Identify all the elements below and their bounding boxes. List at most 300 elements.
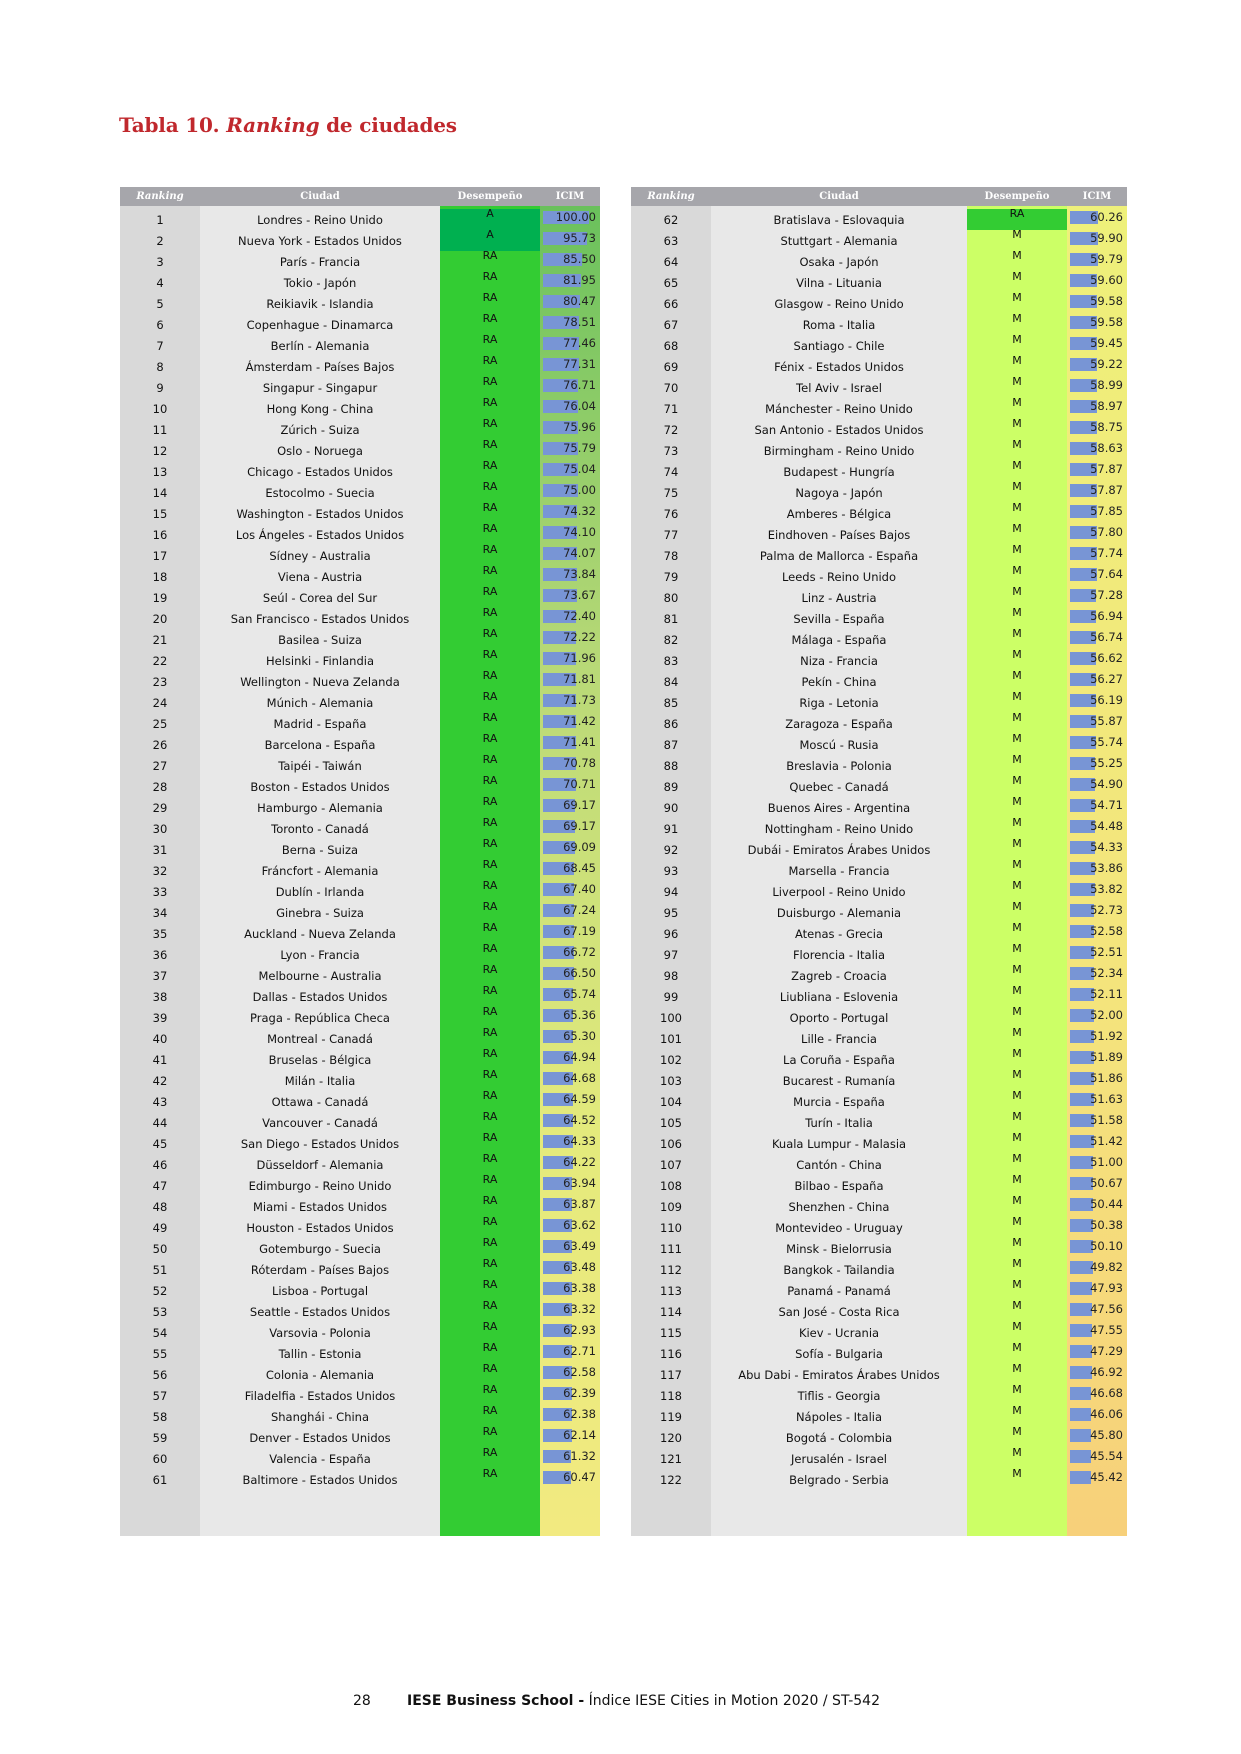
performance-cell <box>440 1406 540 1427</box>
performance-cell <box>967 398 1067 419</box>
performance-cell <box>967 1091 1067 1112</box>
performance-label: M <box>1012 1448 1022 1459</box>
rank-cell: 13 <box>152 464 168 479</box>
performance-label: RA <box>482 1448 498 1459</box>
table-row <box>120 1343 600 1364</box>
performance-label: RA <box>482 776 498 787</box>
rank-cell: 5 <box>156 296 164 311</box>
performance-label: RA <box>482 1427 498 1438</box>
icim-value: 64.94 <box>563 1050 596 1064</box>
performance-cell <box>440 1091 540 1112</box>
rank-cell: 109 <box>660 1199 682 1214</box>
table-header <box>631 187 1127 206</box>
city-cell: Belgrado - Serbia <box>789 1472 889 1487</box>
table-row <box>120 734 600 755</box>
performance-cell <box>967 440 1067 461</box>
city-cell: Tallin - Estonia <box>278 1346 362 1361</box>
rank-cell: 39 <box>152 1010 168 1025</box>
rank-cell: 84 <box>663 674 679 689</box>
city-cell: Nueva York - Estados Unidos <box>238 233 402 248</box>
performance-label: M <box>1012 1280 1022 1291</box>
performance-cell <box>967 1049 1067 1070</box>
icim-value: 72.40 <box>563 609 596 623</box>
icim-value: 50.67 <box>1090 1176 1123 1190</box>
performance-cell <box>440 1280 540 1301</box>
icim-value: 65.74 <box>563 987 596 1001</box>
rank-cell: 108 <box>660 1178 682 1193</box>
icim-cell <box>1067 356 1127 377</box>
performance-cell <box>967 1280 1067 1301</box>
table-row <box>631 398 1127 419</box>
header-city: Ciudad <box>819 191 859 202</box>
icim-value: 45.42 <box>1090 1470 1123 1484</box>
city-cell: Hamburgo - Alemania <box>257 800 383 815</box>
table-row <box>631 587 1127 608</box>
city-cell: Wellington - Nueva Zelanda <box>240 674 400 689</box>
icim-value: 64.33 <box>563 1134 596 1148</box>
performance-label: M <box>1012 1007 1022 1018</box>
table-row <box>120 944 600 965</box>
performance-cell <box>440 650 540 671</box>
performance-cell <box>440 545 540 566</box>
icim-cell <box>1067 335 1127 356</box>
icim-value: 63.38 <box>563 1281 596 1295</box>
performance-label: M <box>1012 587 1022 598</box>
icim-cell <box>540 314 600 335</box>
table-row <box>120 629 600 650</box>
icim-value: 70.71 <box>563 777 596 791</box>
performance-label: M <box>1012 1469 1022 1480</box>
icim-value: 63.87 <box>563 1197 596 1211</box>
table-row <box>120 713 600 734</box>
performance-cell <box>440 377 540 398</box>
icim-cell <box>1067 1133 1127 1154</box>
rank-cell: 40 <box>152 1031 168 1046</box>
icim-value: 47.29 <box>1090 1344 1123 1358</box>
city-cell: Abu Dabi - Emiratos Árabes Unidos <box>738 1367 940 1382</box>
icim-cell <box>540 1280 600 1301</box>
table-header <box>120 187 600 206</box>
performance-label: M <box>1012 1217 1022 1228</box>
icim-value: 61.32 <box>563 1449 596 1463</box>
icim-cell <box>540 1448 600 1469</box>
performance-cell <box>440 1427 540 1448</box>
table-row <box>631 461 1127 482</box>
performance-cell <box>967 1196 1067 1217</box>
table-row <box>631 692 1127 713</box>
performance-cell <box>967 1406 1067 1427</box>
performance-label: RA <box>482 755 498 766</box>
city-cell: Liubliana - Eslovenia <box>779 989 899 1004</box>
icim-cell <box>1067 1091 1127 1112</box>
icim-value: 71.41 <box>563 735 596 749</box>
performance-cell <box>440 608 540 629</box>
table-row <box>631 1322 1127 1343</box>
rank-cell: 77 <box>663 527 679 542</box>
performance-label: M <box>1012 797 1022 808</box>
icim-value: 75.00 <box>563 483 596 497</box>
icim-cell <box>1067 314 1127 335</box>
city-cell: Lisboa - Portugal <box>271 1283 369 1298</box>
icim-value: 51.42 <box>1090 1134 1123 1148</box>
rank-cell: 112 <box>660 1262 682 1277</box>
icim-value: 64.59 <box>563 1092 596 1106</box>
city-cell: Basilea - Suiza <box>278 632 362 647</box>
performance-label: M <box>1012 629 1022 640</box>
city-cell: Zaragoza - España <box>785 716 893 731</box>
performance-cell <box>967 482 1067 503</box>
performance-label: A <box>486 230 494 241</box>
city-cell: Tiflis - Georgia <box>797 1388 881 1403</box>
icim-value: 63.49 <box>563 1239 596 1253</box>
icim-cell <box>540 398 600 419</box>
icim-value: 71.42 <box>563 714 596 728</box>
icim-cell <box>1067 1196 1127 1217</box>
icim-value: 47.93 <box>1090 1281 1123 1295</box>
icim-cell <box>1067 1238 1127 1259</box>
city-cell: Buenos Aires - Argentina <box>767 800 911 815</box>
city-cell: Atenas - Grecia <box>794 926 884 941</box>
rank-cell: 50 <box>152 1241 168 1256</box>
icim-cell <box>540 860 600 881</box>
table-row <box>120 503 600 524</box>
icim-cell <box>540 377 600 398</box>
city-cell: Londres - Reino Unido <box>257 212 383 227</box>
rank-cell: 115 <box>660 1325 682 1340</box>
icim-value: 45.80 <box>1090 1428 1123 1442</box>
performance-cell <box>967 692 1067 713</box>
table-body <box>120 206 600 1536</box>
table-row <box>120 1028 600 1049</box>
rank-cell: 103 <box>660 1073 682 1088</box>
rank-cell: 19 <box>152 590 168 605</box>
performance-label: RA <box>482 1196 498 1207</box>
performance-label: RA <box>482 797 498 808</box>
table-row <box>631 356 1127 377</box>
icim-value: 69.17 <box>563 798 596 812</box>
performance-cell <box>440 272 540 293</box>
city-cell: Marsella - Francia <box>788 863 890 878</box>
rank-cell: 52 <box>152 1283 168 1298</box>
performance-cell <box>967 1322 1067 1343</box>
rank-cell: 68 <box>663 338 679 353</box>
performance-label: M <box>1012 1175 1022 1186</box>
icim-cell <box>540 1133 600 1154</box>
performance-label: RA <box>482 608 498 619</box>
rank-cell: 25 <box>152 716 168 731</box>
performance-cell <box>440 1112 540 1133</box>
rank-cell: 99 <box>663 989 679 1004</box>
performance-cell <box>967 1112 1067 1133</box>
table-row <box>120 650 600 671</box>
icim-value: 71.73 <box>563 693 596 707</box>
icim-cell <box>540 1259 600 1280</box>
performance-cell <box>440 734 540 755</box>
city-cell: Dublín - Irlanda <box>275 884 365 899</box>
city-cell: Shanghái - China <box>270 1409 370 1424</box>
icim-cell <box>1067 1259 1127 1280</box>
icim-value: 51.58 <box>1090 1113 1123 1127</box>
icim-cell <box>1067 1175 1127 1196</box>
city-cell: Leeds - Reino Unido <box>781 569 897 584</box>
performance-label: A <box>486 209 494 220</box>
performance-label: M <box>1012 356 1022 367</box>
rank-cell: 66 <box>663 296 679 311</box>
icim-cell <box>540 797 600 818</box>
performance-label: M <box>1012 1406 1022 1417</box>
rank-cell: 9 <box>156 380 164 395</box>
performance-cell <box>967 1007 1067 1028</box>
performance-label: RA <box>482 1028 498 1039</box>
city-cell: Vilna - Lituania <box>796 275 882 290</box>
icim-bar <box>1070 1429 1091 1442</box>
icim-cell <box>1067 986 1127 1007</box>
table-row <box>120 377 600 398</box>
table-row <box>120 587 600 608</box>
performance-cell <box>967 839 1067 860</box>
performance-cell <box>440 1343 540 1364</box>
table-row <box>631 671 1127 692</box>
icim-value: 52.11 <box>1090 987 1123 1001</box>
rank-cell: 21 <box>152 632 168 647</box>
rank-cell: 2 <box>156 233 164 248</box>
icim-value: 47.55 <box>1090 1323 1123 1337</box>
city-cell: Los Ángeles - Estados Unidos <box>235 527 405 542</box>
icim-cell <box>540 1049 600 1070</box>
performance-label: RA <box>482 272 498 283</box>
city-cell: Tokio - Japón <box>283 275 357 290</box>
rank-cell: 92 <box>663 842 679 857</box>
icim-value: 50.10 <box>1090 1239 1123 1253</box>
performance-cell <box>967 1154 1067 1175</box>
performance-label: RA <box>482 902 498 913</box>
icim-value: 51.86 <box>1090 1071 1123 1085</box>
rank-cell: 63 <box>663 233 679 248</box>
rank-cell: 24 <box>152 695 168 710</box>
city-cell: Múnich - Alemania <box>266 695 374 710</box>
performance-label: RA <box>482 293 498 304</box>
icim-value: 54.71 <box>1090 798 1123 812</box>
rank-cell: 3 <box>156 254 164 269</box>
performance-label: M <box>1012 692 1022 703</box>
rank-cell: 30 <box>152 821 168 836</box>
icim-value: 59.60 <box>1090 273 1123 287</box>
table-row <box>120 1259 600 1280</box>
table-row <box>631 944 1127 965</box>
city-cell: Minsk - Bielorrusia <box>786 1241 892 1256</box>
icim-cell <box>1067 524 1127 545</box>
performance-label: RA <box>482 545 498 556</box>
city-cell: Bratislava - Eslovaquia <box>773 212 905 227</box>
ranking-table-right <box>631 187 1127 1536</box>
icim-cell <box>540 1238 600 1259</box>
icim-bar <box>1070 1282 1092 1295</box>
icim-cell <box>1067 839 1127 860</box>
icim-value: 46.06 <box>1090 1407 1123 1421</box>
rank-cell: 26 <box>152 737 168 752</box>
rank-cell: 28 <box>152 779 168 794</box>
performance-label: M <box>1012 650 1022 661</box>
performance-label: RA <box>482 1469 498 1480</box>
icim-value: 65.36 <box>563 1008 596 1022</box>
table-row <box>631 503 1127 524</box>
performance-label: RA <box>482 1364 498 1375</box>
performance-label: RA <box>482 503 498 514</box>
rank-cell: 106 <box>660 1136 682 1151</box>
city-cell: Colonia - Alemania <box>265 1367 375 1382</box>
icim-value: 52.34 <box>1090 966 1123 980</box>
rank-cell: 111 <box>660 1241 682 1256</box>
table-row <box>120 1070 600 1091</box>
performance-label: M <box>1012 440 1022 451</box>
icim-value: 55.74 <box>1090 735 1123 749</box>
performance-cell <box>967 1343 1067 1364</box>
performance-cell <box>440 1196 540 1217</box>
city-cell: Florencia - Italia <box>792 947 886 962</box>
performance-cell <box>967 902 1067 923</box>
city-cell: Ámsterdam - Países Bajos <box>245 359 395 374</box>
icim-value: 62.14 <box>563 1428 596 1442</box>
rank-cell: 61 <box>152 1472 168 1487</box>
table-row <box>120 1133 600 1154</box>
performance-cell <box>440 776 540 797</box>
performance-cell <box>967 587 1067 608</box>
rank-cell: 105 <box>660 1115 682 1130</box>
performance-label: RA <box>482 1406 498 1417</box>
icim-value: 75.04 <box>563 462 596 476</box>
icim-cell <box>540 230 600 251</box>
icim-value: 95.73 <box>563 231 596 245</box>
icim-value: 74.10 <box>563 525 596 539</box>
icim-cell <box>1067 209 1127 230</box>
icim-cell <box>540 965 600 986</box>
rank-cell: 33 <box>152 884 168 899</box>
table-row <box>120 1427 600 1448</box>
header-icim: ICIM <box>1082 191 1112 202</box>
performance-label: M <box>1012 1238 1022 1249</box>
table-row <box>631 1469 1127 1490</box>
icim-value: 52.73 <box>1090 903 1123 917</box>
icim-value: 58.99 <box>1090 378 1123 392</box>
performance-cell <box>440 503 540 524</box>
performance-label: M <box>1012 1385 1022 1396</box>
performance-label: RA <box>482 314 498 325</box>
icim-value: 70.78 <box>563 756 596 770</box>
icim-cell <box>540 1427 600 1448</box>
icim-cell <box>540 440 600 461</box>
table-body <box>631 206 1127 1536</box>
city-cell: Santiago - Chile <box>793 338 885 353</box>
performance-cell <box>440 251 540 272</box>
performance-cell <box>967 923 1067 944</box>
icim-cell <box>1067 482 1127 503</box>
performance-cell <box>440 713 540 734</box>
city-cell: Jerusalén - Israel <box>791 1451 887 1466</box>
performance-cell <box>967 356 1067 377</box>
rank-cell: 104 <box>660 1094 682 1109</box>
city-cell: Panamá - Panamá <box>787 1283 891 1298</box>
icim-cell <box>540 566 600 587</box>
icim-value: 55.87 <box>1090 714 1123 728</box>
table-row <box>631 251 1127 272</box>
performance-label: RA <box>482 1154 498 1165</box>
performance-cell <box>967 650 1067 671</box>
table-row <box>631 209 1127 230</box>
performance-cell <box>440 440 540 461</box>
icim-value: 56.62 <box>1090 651 1123 665</box>
table-title: Tabla 10. Ranking de ciudades <box>119 113 457 137</box>
performance-cell <box>967 1301 1067 1322</box>
table-row <box>631 566 1127 587</box>
icim-cell <box>1067 692 1127 713</box>
icim-cell <box>1067 1217 1127 1238</box>
city-cell: Berlín - Alemania <box>270 338 370 353</box>
icim-value: 50.44 <box>1090 1197 1123 1211</box>
table-row <box>120 209 600 230</box>
performance-cell <box>440 923 540 944</box>
city-cell: Hong Kong - China <box>266 401 374 416</box>
performance-cell <box>440 1259 540 1280</box>
city-cell: Estocolmo - Suecia <box>265 485 375 500</box>
performance-cell <box>967 671 1067 692</box>
rank-cell: 85 <box>663 695 679 710</box>
performance-cell <box>440 209 540 230</box>
icim-cell <box>540 713 600 734</box>
performance-label: M <box>1012 755 1022 766</box>
rank-cell: 73 <box>663 443 679 458</box>
table-row <box>120 1007 600 1028</box>
performance-label: M <box>1012 1301 1022 1312</box>
icim-value: 52.51 <box>1090 945 1123 959</box>
icim-value: 56.27 <box>1090 672 1123 686</box>
performance-label: RA <box>482 1091 498 1102</box>
table-row <box>120 1238 600 1259</box>
icim-value: 85.50 <box>563 252 596 266</box>
city-cell: Stuttgart - Alemania <box>780 233 898 248</box>
performance-label: M <box>1012 293 1022 304</box>
rank-cell: 38 <box>152 989 168 1004</box>
icim-cell <box>1067 608 1127 629</box>
rank-cell: 37 <box>152 968 168 983</box>
ranking-table-left <box>120 187 600 1536</box>
icim-value: 60.47 <box>563 1470 596 1484</box>
rank-cell: 53 <box>152 1304 168 1319</box>
page-number: 28 <box>353 1693 371 1709</box>
performance-label: M <box>1012 461 1022 472</box>
table-row <box>120 1112 600 1133</box>
performance-label: M <box>1012 1259 1022 1270</box>
table-row <box>120 1175 600 1196</box>
performance-label: M <box>1012 1028 1022 1039</box>
city-cell: Riga - Letonia <box>799 695 879 710</box>
rank-cell: 97 <box>663 947 679 962</box>
icim-value: 57.87 <box>1090 483 1123 497</box>
performance-label: M <box>1012 923 1022 934</box>
icim-bar <box>1070 1387 1091 1400</box>
rank-cell: 15 <box>152 506 168 521</box>
icim-value: 58.97 <box>1090 399 1123 413</box>
city-cell: Liverpool - Reino Unido <box>772 884 906 899</box>
table-row <box>631 1343 1127 1364</box>
city-cell: Barcelona - España <box>264 737 376 752</box>
table-row <box>631 272 1127 293</box>
performance-label: M <box>1012 1343 1022 1354</box>
rank-cell: 12 <box>152 443 168 458</box>
icim-cell <box>540 1301 600 1322</box>
performance-cell <box>440 230 540 251</box>
icim-value: 78.51 <box>563 315 596 329</box>
performance-cell <box>440 839 540 860</box>
